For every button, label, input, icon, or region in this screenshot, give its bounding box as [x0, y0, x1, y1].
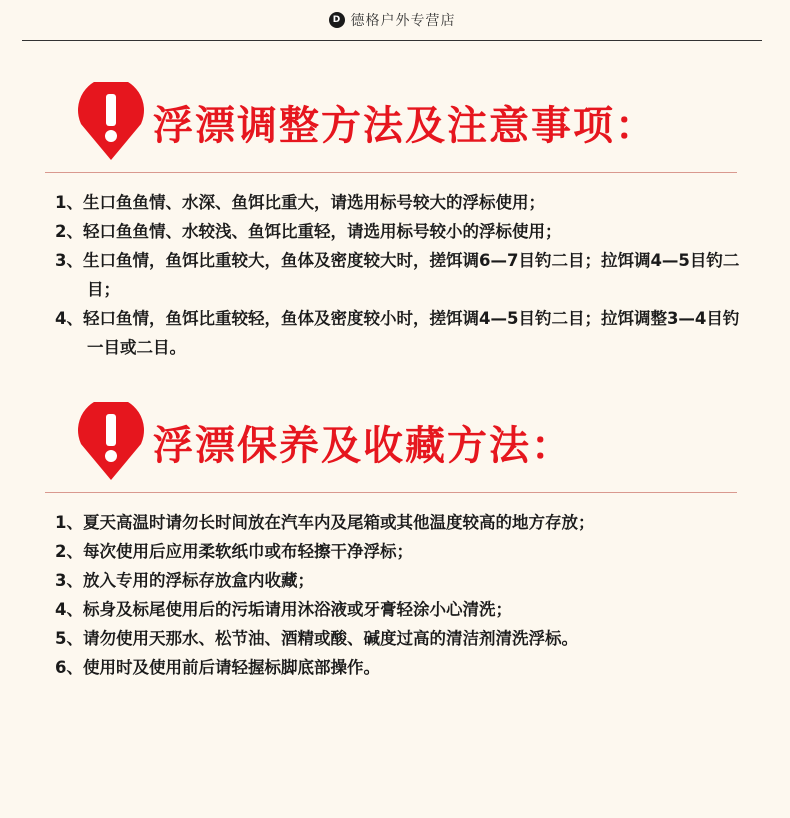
store-header [22, 0, 762, 41]
list-item: 3、生口鱼情，鱼饵比重较大，鱼体及密度较大时，搓饵调6—7目钓二目；拉饵调4—5目钓二目； [55, 251, 740, 299]
section-divider [45, 492, 737, 493]
list-item: 4、轻口鱼情，鱼饵比重较轻，鱼体及密度较小时，搓饵调4—5目钓二目；拉饵调整3—4目钓一目或二目。 [55, 309, 740, 357]
section-divider [45, 172, 737, 173]
section-title-adjustment [75, 82, 657, 162]
warning-icon [75, 82, 147, 162]
section-title-text: 浮漂保养及收藏方法： [153, 422, 573, 469]
list-item: 1、生口鱼鱼情、水深、鱼饵比重大，请选用标号较大的浮标使用； [55, 193, 545, 212]
list-item: 6、使用时及使用前后请轻握标脚底部操作。 [55, 658, 380, 677]
list-item: 2、轻口鱼鱼情、水较浅、鱼饵比重轻，请选用标号较小的浮标使用； [55, 222, 562, 241]
warning-icon [75, 402, 147, 482]
list-item: 1、夏天高温时请勿长时间放在汽车内及尾箱或其他温度较高的地方存放； [55, 513, 595, 532]
list-item: 4、标身及标尾使用后的污垢请用沐浴液或牙膏轻涂小心清洗； [55, 600, 512, 619]
adjustment-list [55, 188, 745, 362]
store-name: 德格户外专营店 [350, 13, 456, 29]
section-title-text: 浮漂调整方法及注意事项： [153, 102, 657, 149]
maintenance-list [55, 508, 745, 682]
list-item: 2、每次使用后应用柔软纸巾或布轻擦干净浮标； [55, 542, 413, 561]
list-item: 5、请勿使用天那水、松节油、酒精或酸、碱度过高的清洁剂清洗浮标。 [55, 629, 578, 648]
section-title-maintenance [75, 402, 573, 482]
brand-logo-icon: D [329, 12, 345, 28]
list-item: 3、放入专用的浮标存放盒内收藏； [55, 571, 314, 590]
